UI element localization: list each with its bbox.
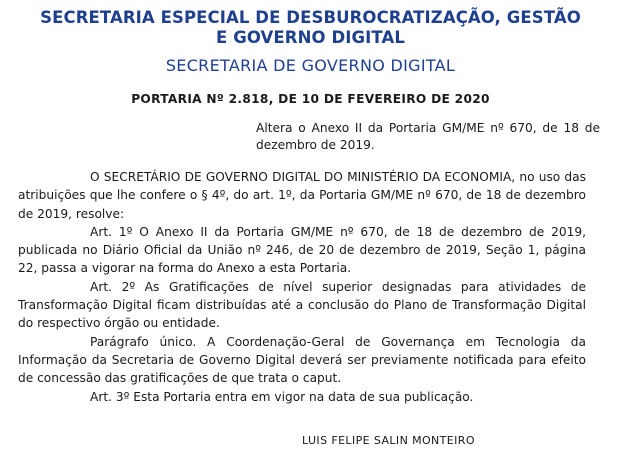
article-3-paragraph: Art. 3º Esta Portaria entra em vigor na data de sua publicação.	[90, 389, 474, 404]
document-body	[18, 168, 586, 406]
preamble-paragraph: O SECRETÁRIO DE GOVERNO DIGITAL DO MINISTÉRIO DA ECONOMIA, no uso das atribuições que lhe confere o § 4º, do art. 1º, da Portaria GM/ME nº 670, de 18 de dezembro de 2019, resolve:	[18, 170, 586, 221]
ementa-text: Altera o Anexo II da Portaria GM/ME nº 670, de 18 de dezembro de 2019.	[256, 121, 600, 152]
article-2-paragraph: Art. 2º As Gratificações de nível superior designadas para atividades de Transformação Digital ficam distribuídas até a conclusão do Plano de Transformação Digital do respectivo órgão ou entidade.	[18, 279, 586, 331]
organization-title-line-1: SECRETARIA ESPECIAL DE DESBUROCRATIZAÇÃO, GESTÃO	[40, 8, 581, 27]
organization-subtitle: SECRETARIA DE GOVERNO DIGITAL	[165, 56, 456, 75]
organization-title-line-2: E GOVERNO DIGITAL	[216, 28, 405, 47]
organization-title	[0, 8, 621, 48]
portaria-title: PORTARIA Nº 2.818, DE 10 DE FEVEREIRO DE 2020	[131, 92, 490, 106]
signature-name: LUIS FELIPE SALIN MONTEIRO	[302, 434, 475, 447]
paragrafo-unico-paragraph: Parágrafo único. A Coordenação-Geral de Governança em Tecnologia da Informação da Secretaria de Governo Digital deverá ser previamente notificada para efeito de concessão das gratificações de que trata o caput.	[18, 334, 586, 386]
article-1-paragraph: Art. 1º O Anexo II da Portaria GM/ME nº 670, de 18 de dezembro de 2019, publicada no Diário Oficial da União nº 246, de 20 de dezembro de 2019, Seção 1, página 22, passa a vigorar na forma do Anexo a esta Portaria.	[18, 224, 586, 276]
